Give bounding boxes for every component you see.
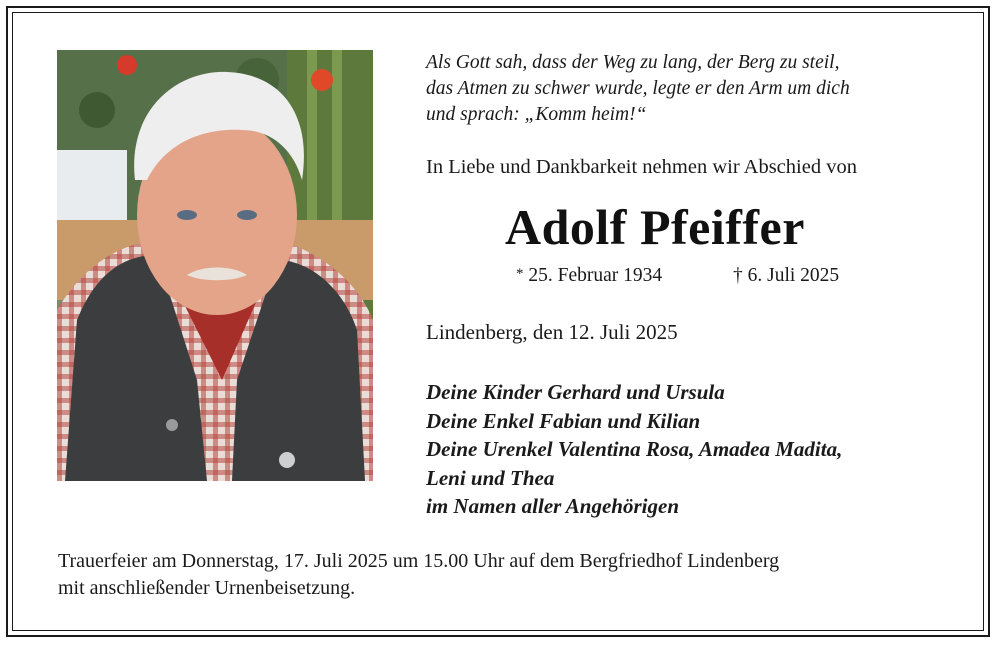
deceased-name: Adolf Pfeiffer (505, 199, 805, 255)
birth-star-icon: * (516, 266, 524, 282)
funeral-info-line: Trauerfeier am Donnerstag, 17. Juli 2025 um 15.00 Uhr auf dem Bergfriedhof Lindenberg (58, 550, 780, 572)
farewell-intro: In Liebe und Dankbarkeit nehmen wir Abschied von (426, 156, 857, 178)
funeral-info (58, 548, 779, 602)
death-date-text: 6. Juli 2025 (747, 265, 840, 286)
family-line: Deine Enkel Fabian und Kilian (426, 408, 701, 433)
motto-verse (426, 50, 850, 128)
place-and-date: Lindenberg, den 12. Juli 2025 (426, 320, 678, 344)
family-line: Leni und Thea (426, 465, 555, 490)
birth-date-text: 25. Februar 1934 (528, 265, 663, 286)
family-signatures (426, 378, 842, 521)
death-cross-icon: † (733, 265, 743, 286)
death-date (733, 265, 839, 287)
motto-line: Als Gott sah, dass der Weg zu lang, der Berg zu steil, (426, 52, 840, 73)
birth-date (516, 265, 662, 287)
family-line: Deine Urenkel Valentina Rosa, Amadea Madita, (426, 437, 843, 461)
family-line: Deine Kinder Gerhard und Ursula (426, 380, 725, 404)
motto-line: und sprach: „Komm heim!“ (426, 104, 647, 125)
funeral-info-line: mit anschließender Urnenbeisetzung. (58, 577, 356, 599)
portrait-photo (57, 50, 373, 481)
family-line: im Namen aller Angehörigen (426, 494, 679, 518)
motto-line: das Atmen zu schwer wurde, legte er den Arm um dich (426, 78, 850, 99)
